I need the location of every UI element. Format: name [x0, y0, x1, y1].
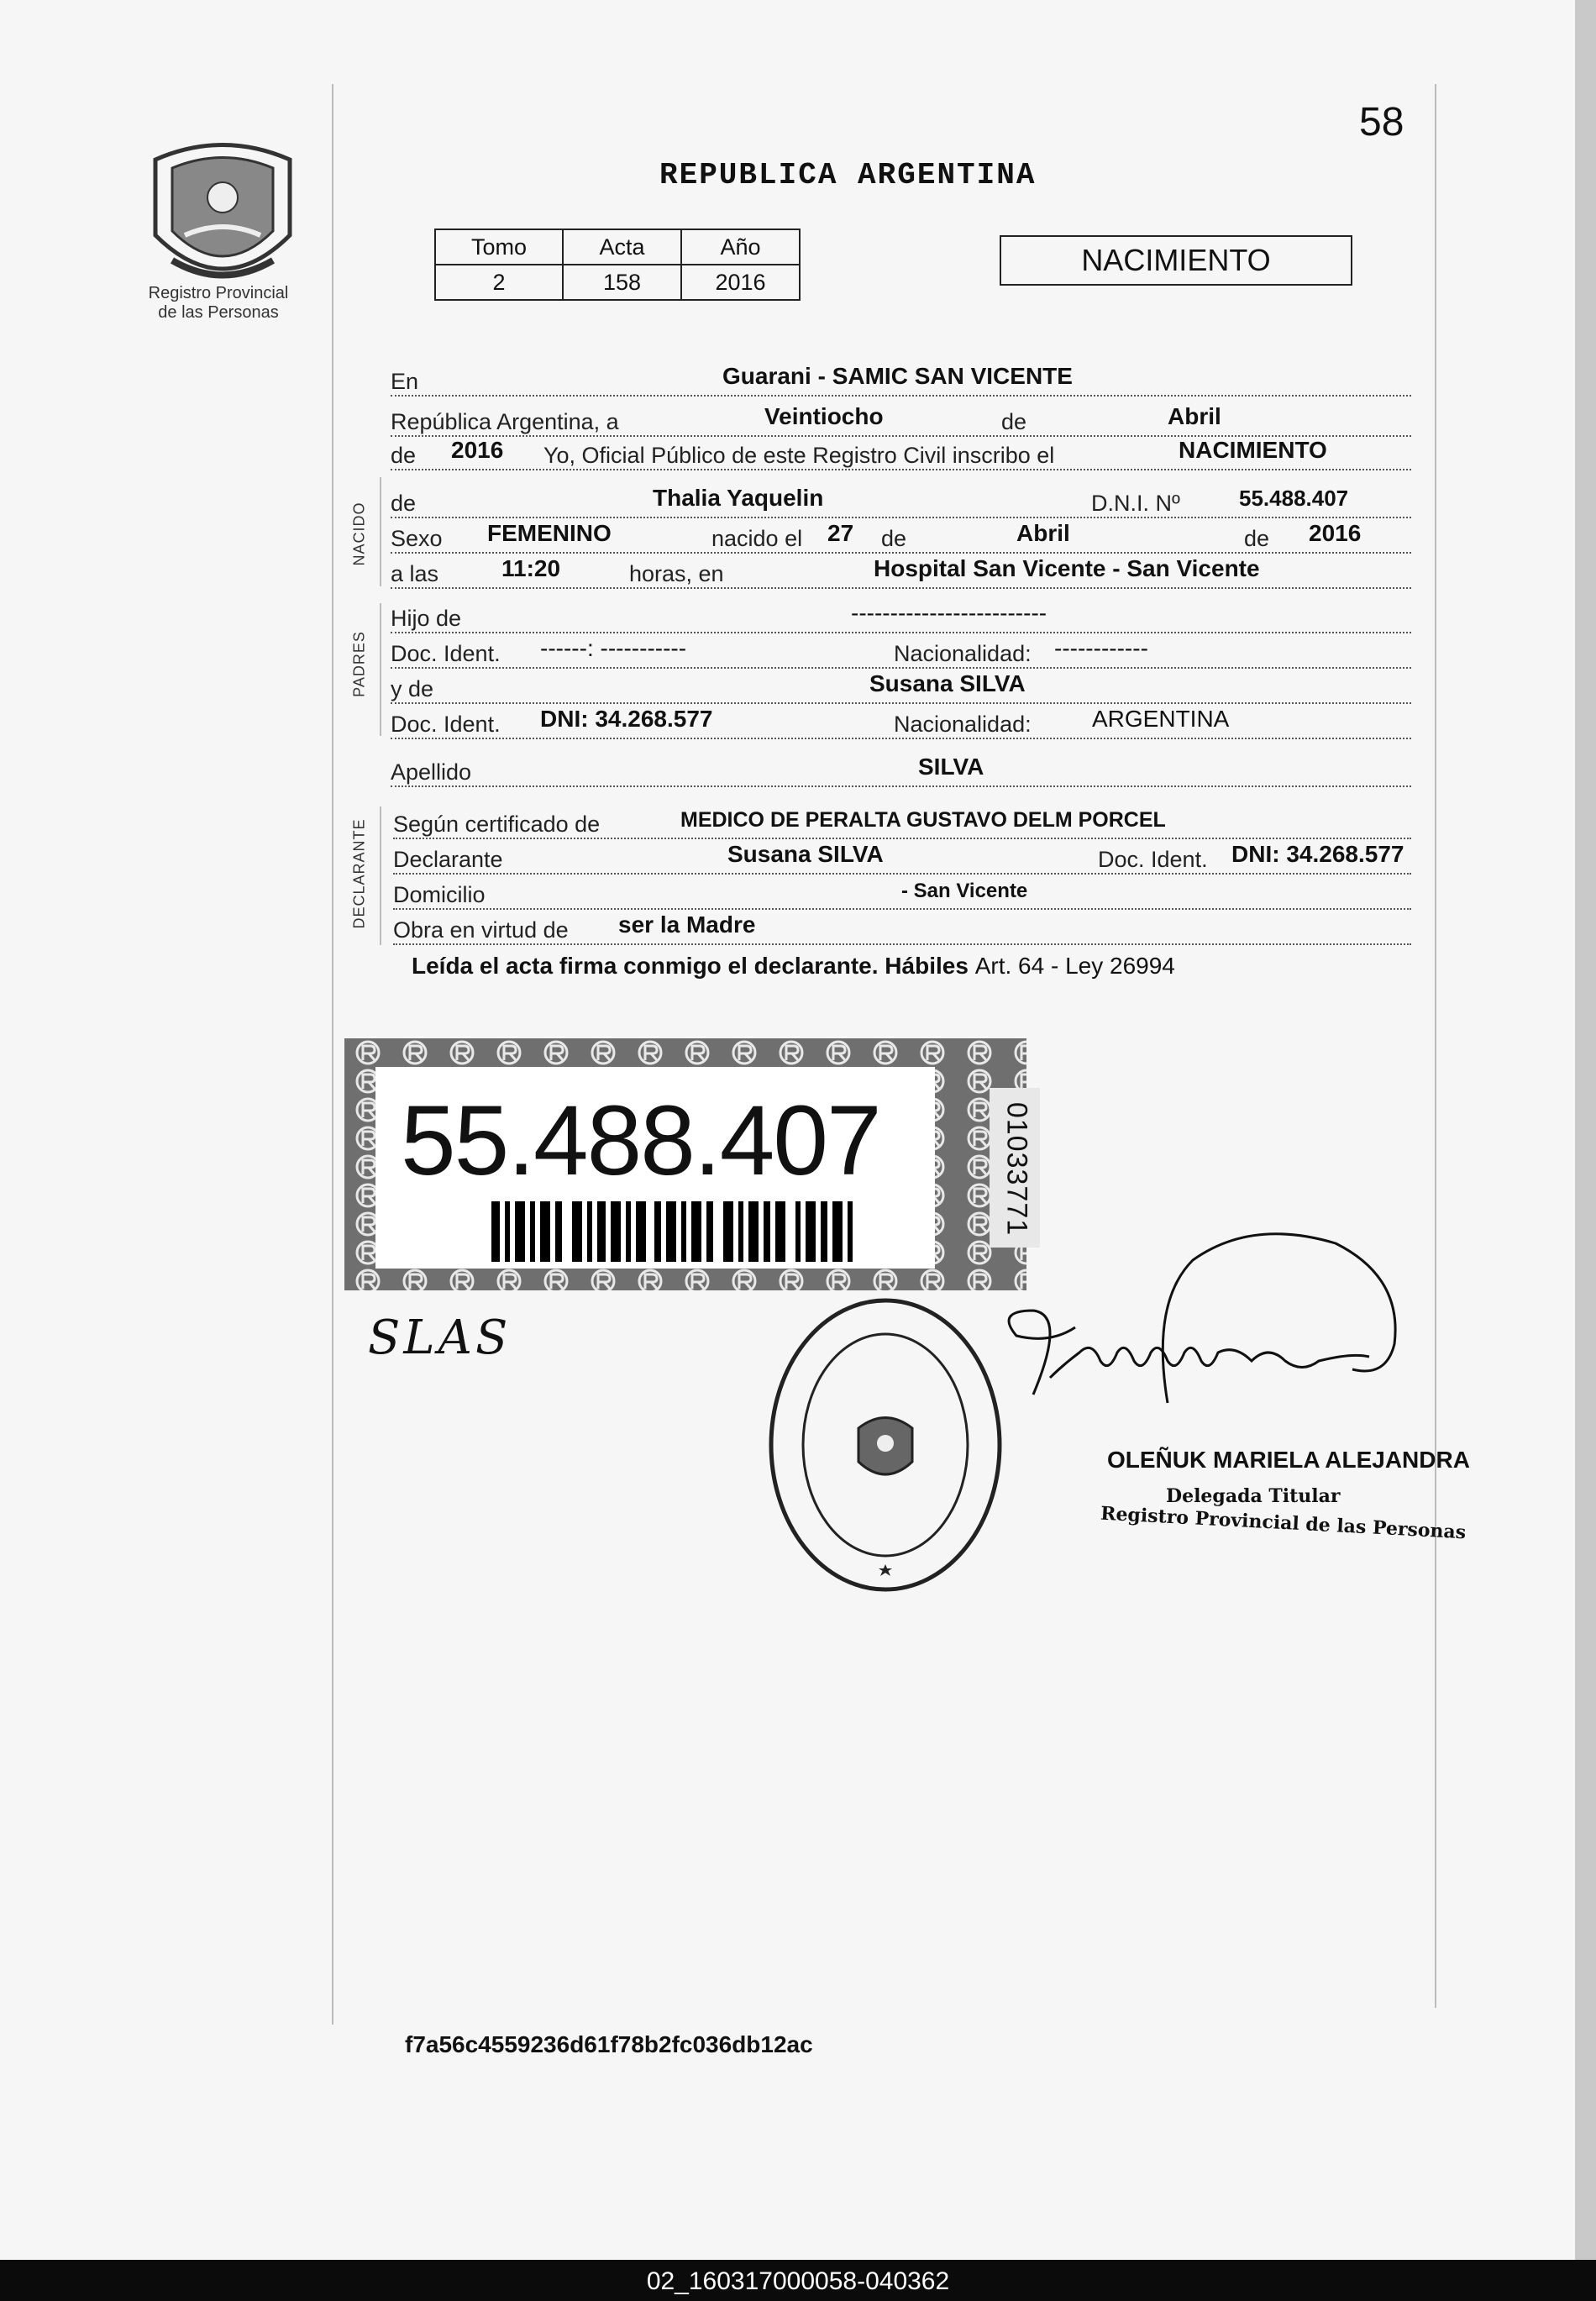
- footer-code: 02_160317000058-040362: [646, 2267, 950, 2295]
- madre-value: Susana SILVA: [869, 670, 1026, 696]
- anio-value: 2016: [681, 265, 800, 300]
- madre-doc-value: DNI: 34.268.577: [540, 706, 713, 732]
- logo-caption-line2: de las Personas: [158, 303, 279, 322]
- de-label-3: de: [391, 491, 419, 517]
- closing-statement: [412, 953, 1175, 980]
- document-title: REPUBLICA ARGENTINA: [659, 158, 1037, 192]
- madre-nac-value: ARGENTINA: [1092, 706, 1230, 732]
- serial-number: 01033771: [1000, 1101, 1033, 1237]
- declarante-section-label: DECLARANTE: [350, 818, 368, 929]
- nacido-dia-value: 27: [827, 520, 854, 546]
- de-label: de: [998, 409, 1030, 435]
- barcode-number: 55.488.407: [401, 1085, 880, 1196]
- registro-value-row: [435, 265, 800, 300]
- en-label: En: [391, 369, 422, 395]
- row-y-de: [391, 669, 1411, 704]
- nacido-dni-value: 55.488.407: [1239, 486, 1349, 511]
- barcode-bars: [491, 1201, 861, 1262]
- official-role: Delegada Titular: [1166, 1485, 1341, 1507]
- dni-label: D.N.I. Nº: [1088, 491, 1184, 517]
- obra-label: Obra en virtud de: [393, 917, 572, 943]
- y-de-label: y de: [391, 676, 437, 702]
- nacido-el-label: nacido el: [708, 526, 806, 552]
- tomo-header: Tomo: [435, 229, 563, 265]
- row-nacido-nombre: [391, 483, 1411, 518]
- de-label-2: de: [391, 443, 419, 469]
- certificado-value: MEDICO DE PERALTA GUSTAVO DELM PORCEL: [680, 808, 1166, 832]
- nacionalidad-label-2: Nacionalidad:: [890, 712, 1035, 738]
- mes-value: Abril: [1168, 403, 1221, 429]
- alas-label: a las: [391, 561, 442, 587]
- logo-caption-line1: Registro Provincial: [148, 284, 289, 302]
- tipo-acta-box: NACIMIENTO: [1000, 235, 1352, 286]
- padre-value: -------------------------: [851, 600, 1047, 626]
- nacido-anio-value: 2016: [1309, 520, 1362, 546]
- anio-value: 2016: [451, 437, 504, 463]
- page-number: 58: [1359, 100, 1404, 144]
- row-republica: [391, 402, 1411, 437]
- row-padre-doc: [391, 633, 1411, 669]
- nacido-mes-value: Abril: [1016, 520, 1070, 546]
- document-hash: f7a56c4559236d61f78b2fc036db12ac: [405, 2031, 813, 2057]
- declarante-label: Declarante: [393, 847, 507, 873]
- registry-seal-stamp: [766, 1294, 1005, 1596]
- domicilio-value: - San Vicente: [901, 880, 1028, 902]
- left-margin-line: [332, 84, 333, 2025]
- inscribo-value: NACIMIENTO: [1179, 437, 1327, 463]
- row-obra: [393, 910, 1411, 945]
- row-sexo: [391, 518, 1411, 554]
- row-apellido: [391, 752, 1411, 787]
- closing-article: Art. 64 - Ley 26994: [974, 953, 1175, 979]
- declarante-doc-value: DNI: 34.268.577: [1231, 841, 1404, 867]
- row-declarante: [393, 839, 1411, 875]
- barcode-panel: [375, 1067, 935, 1269]
- declarante-doc-label: Doc. Ident.: [1095, 847, 1211, 873]
- obra-value: ser la Madre: [618, 911, 756, 938]
- right-margin-line: [1435, 84, 1436, 2008]
- row-madre-doc: [391, 704, 1411, 739]
- de-label-4: de: [878, 526, 910, 552]
- nacionalidad-label: Nacionalidad:: [890, 641, 1035, 667]
- row-hijo-de: [391, 598, 1411, 633]
- declarante-value: Susana SILVA: [727, 841, 884, 867]
- registro-table: [434, 229, 801, 301]
- apellido-label: Apellido: [391, 759, 475, 785]
- de-label-5: de: [1241, 526, 1273, 552]
- en-value: Guarani - SAMIC SAN VICENTE: [722, 363, 1073, 389]
- official-organization: Registro Provincial de las Personas: [1100, 1502, 1467, 1544]
- declarante-bracket: [380, 806, 381, 945]
- oficial-label: Yo, Oficial Público de este Registro Civil inscribo el: [540, 443, 1058, 469]
- closing-text: Leída el acta firma conmigo el declarante. Hábiles: [412, 953, 969, 979]
- nacido-nombre-value: Thalia Yaquelin: [653, 485, 824, 511]
- sexo-value: FEMENINO: [487, 520, 612, 546]
- lugar-value: Hospital San Vicente - San Vicente: [874, 555, 1260, 581]
- apellido-value: SILVA: [918, 754, 984, 780]
- acta-value: 158: [563, 265, 681, 300]
- registro-header-row: [435, 229, 800, 265]
- republica-label: República Argentina, a: [391, 409, 622, 435]
- nacido-bracket: [380, 477, 381, 586]
- signature-scribble: [1000, 1227, 1420, 1445]
- padre-nac-value: ------------: [1054, 635, 1148, 661]
- tomo-value: 2: [435, 265, 563, 300]
- doc-ident-label-2: Doc. Ident.: [391, 712, 504, 738]
- dia-letras-value: Veintiocho: [764, 403, 884, 429]
- row-domicilio: [393, 875, 1411, 910]
- row-certificado: [393, 804, 1411, 839]
- official-name: OLEÑUK MARIELA ALEJANDRA: [1107, 1447, 1470, 1473]
- row-hora-lugar: [391, 554, 1411, 589]
- doc-ident-label: Doc. Ident.: [391, 641, 504, 667]
- certificado-label: Según certificado de: [393, 812, 603, 838]
- hora-value: 11:20: [501, 555, 561, 581]
- horas-en-label: horas, en: [626, 561, 727, 587]
- logo-caption: [126, 284, 311, 323]
- misiones-coat-of-arms-logo: [139, 134, 307, 302]
- padres-section-label: PADRES: [350, 631, 368, 697]
- sexo-label: Sexo: [391, 526, 446, 552]
- handwritten-note: SLAS: [368, 1311, 512, 1365]
- anio-header: Año: [681, 229, 800, 265]
- barcode-security-label: [344, 1038, 1026, 1290]
- domicilio-label: Domicilio: [393, 882, 489, 908]
- padres-bracket: [380, 603, 381, 736]
- row-oficial: [391, 435, 1411, 470]
- row-en: [391, 361, 1411, 397]
- padre-doc-value: ------: -----------: [540, 635, 687, 661]
- nacido-section-label: NACIDO: [350, 502, 368, 566]
- acta-header: Acta: [563, 229, 681, 265]
- hijo-de-label: Hijo de: [391, 606, 465, 632]
